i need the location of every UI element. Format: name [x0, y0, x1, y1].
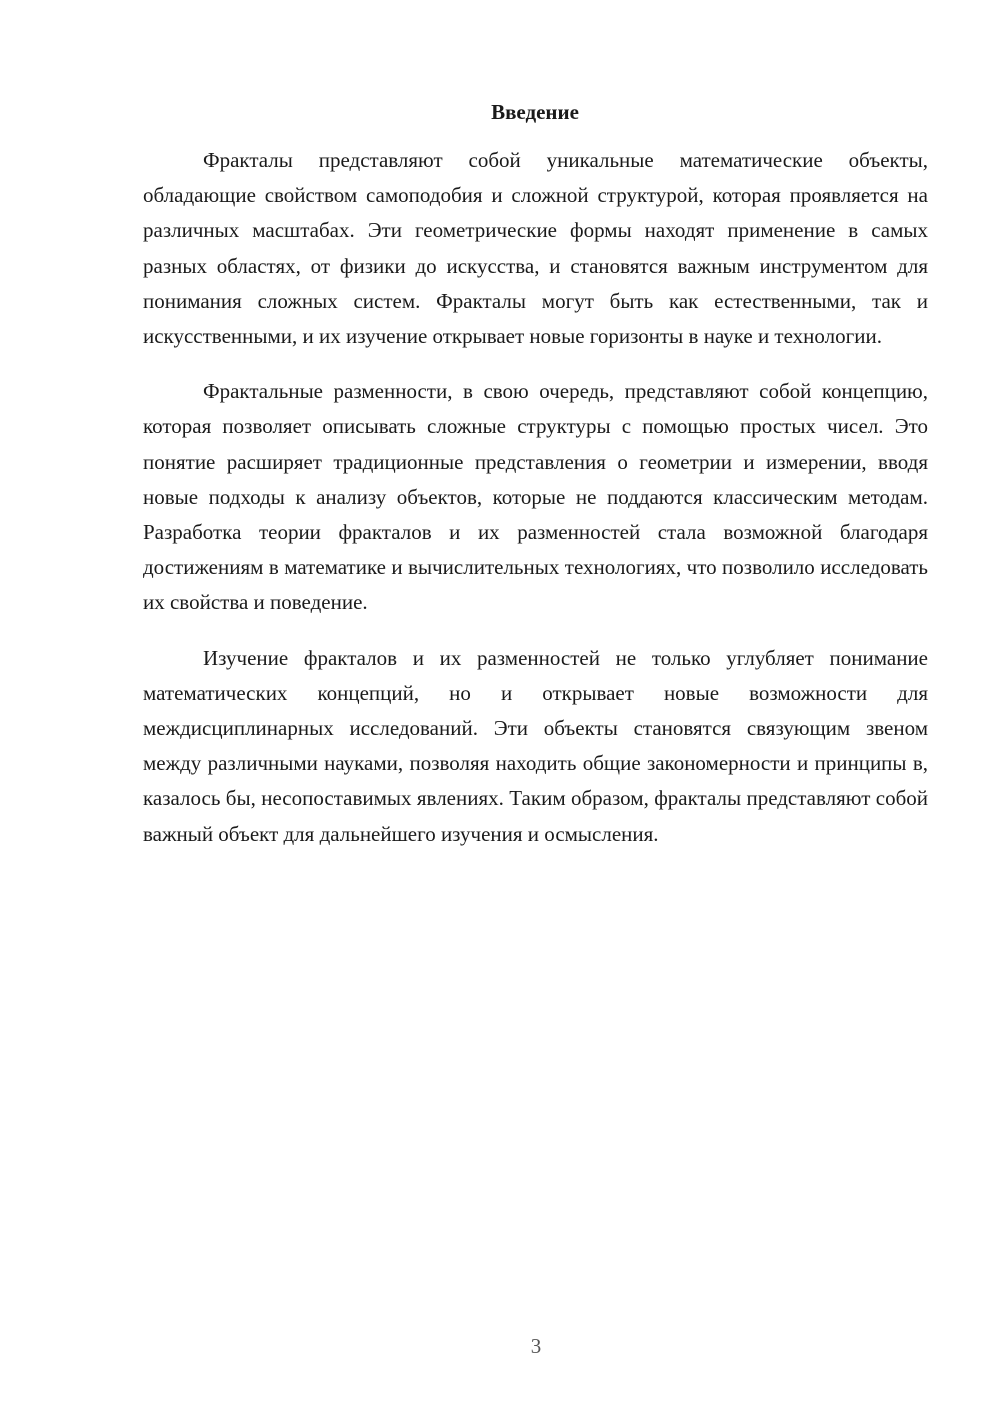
- section-heading: Введение: [491, 100, 579, 124]
- paragraph-1: Фракталы представляют собой уникальные математические объекты, обладающие свойством самоподобия и сложной структурой, которая проявляется на различных масштабах. Эти геометрические формы находят применение в самых разных областях, от физики до искусства, и становятся важным инструментом для понимания сложных систем. Фракталы могут быть как естественными, так и искусственными, и их изучение открывает новые горизонты в науке и технологии.: [143, 148, 928, 349]
- page-number: 3: [530, 1334, 542, 1358]
- paragraph-3: Изучение фракталов и их разменностей не только углубляет понимание математических концепций, но и открывает новые возможности для междисциплинарных исследований. Эти объекты становятся связующим звеном между различными науками, позволяя находить общие закономерности и принципы в, казалось бы, несопоставимых явлениях. Таким образом, фракталы представляют собой важный объект для дальнейшего изучения и осмысления.: [143, 645, 928, 846]
- body-text: [143, 143, 928, 872]
- paragraph-2: Фрактальные разменности, в свою очередь, представляют собой концепцию, которая позволяет описывать сложные структуры с помощью простых чисел. Это понятие расширяет традиционные представления о геометрии и измерении, вводя новые подходы к анализу объектов, которые не поддаются классическим методам. Разработка теории фракталов и их разменностей стала возможной благодаря достижениям в математике и вычислительных технологиях, что позволило исследовать их свойства и поведение.: [143, 379, 928, 615]
